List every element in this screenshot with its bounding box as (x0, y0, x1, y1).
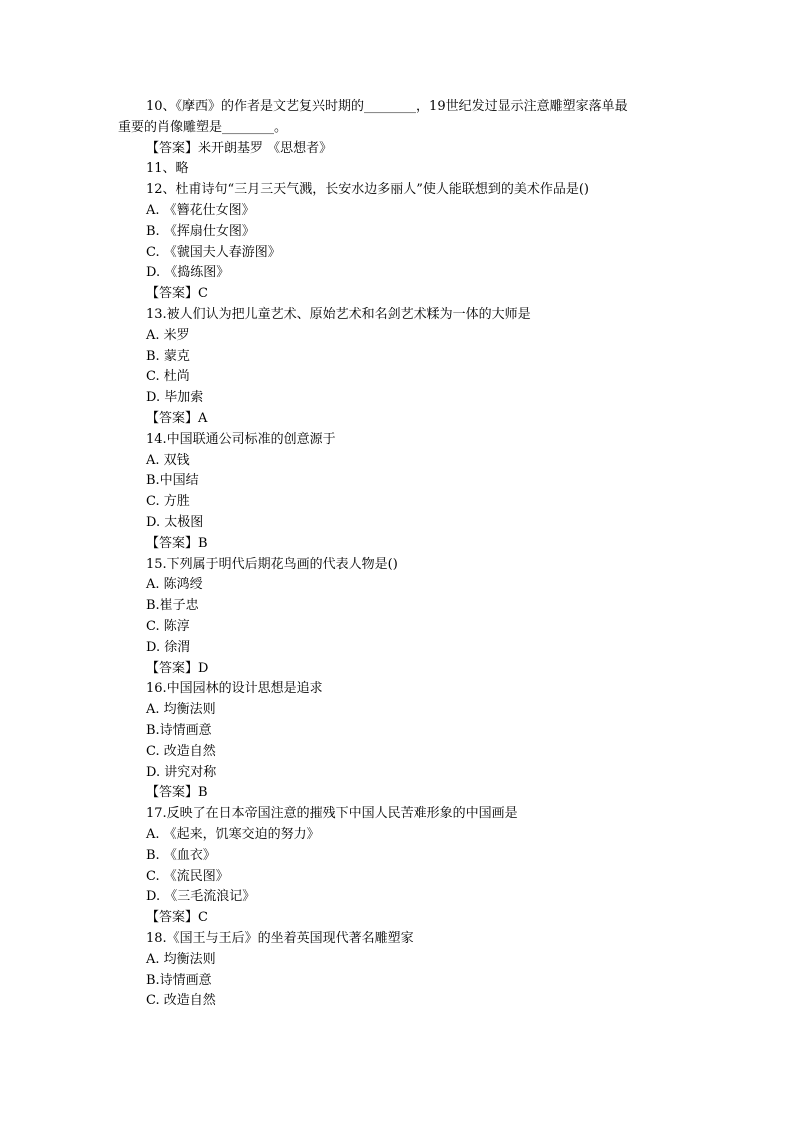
option-17-a: A. 《起来，饥寒交迫的努力》 (146, 827, 320, 842)
option-14-d: D. 太极图 (146, 515, 204, 530)
question-14: 14.中国联通公司标准的创意源于 (146, 432, 336, 447)
question-13: 13.被人们认为把儿童艺术、原始艺术和名剑艺术糅为一体的大师是 (146, 307, 531, 322)
answer-10: 【答案】米开朗基罗 《思想者》 (146, 141, 333, 156)
option-14-c: C. 方胜 (146, 494, 190, 509)
option-17-c: C. 《流民图》 (146, 869, 229, 884)
option-16-d: D. 讲究对称 (146, 765, 217, 780)
answer-12: 【答案】C (146, 286, 208, 301)
option-16-c: C. 改造自然 (146, 744, 216, 759)
option-12-b: B. 《挥扇仕女图》 (146, 224, 255, 239)
answer-16: 【答案】B (146, 785, 208, 800)
option-12-a: A. 《簪花仕女图》 (146, 203, 255, 218)
question-11: 11、略 (146, 161, 189, 176)
option-12-c: C. 《虢国夫人春游图》 (146, 245, 281, 260)
question-17: 17.反映了在日本帝国注意的摧残下中国人民苦难形象的中国画是 (146, 806, 518, 821)
option-14-b: B.中国结 (146, 473, 199, 488)
question-18: 18.《国王与王后》的坐着英国现代著名雕塑家 (146, 931, 414, 946)
option-13-b: B. 蒙克 (146, 349, 190, 364)
question-12: 12、杜甫诗句“三月三天气溅，长安水边多丽人”使人能联想到的美术作品是() (146, 182, 589, 197)
answer-17: 【答案】C (146, 910, 208, 925)
option-13-d: D. 毕加索 (146, 390, 204, 405)
option-16-b: B.诗情画意 (146, 723, 212, 738)
option-16-a: A. 均衡法则 (146, 702, 216, 717)
option-15-d: D. 徐渭 (146, 640, 191, 655)
answer-14: 【答案】B (146, 536, 208, 551)
question-10-line-1: 10、《摩西》的作者是文艺复兴时期的________，19世纪发过显示注意雕塑家落单最 (146, 99, 628, 114)
option-18-c: C. 改造自然 (146, 993, 216, 1008)
option-17-d: D. 《三毛流浪记》 (146, 889, 256, 904)
option-17-b: B. 《血衣》 (146, 848, 216, 863)
answer-15: 【答案】D (146, 661, 209, 676)
option-13-c: C. 杜尚 (146, 369, 190, 384)
option-18-b: B.诗情画意 (146, 973, 212, 988)
option-13-a: A. 米罗 (146, 328, 190, 343)
option-15-a: A. 陈鸿绶 (146, 577, 203, 592)
option-12-d: D. 《捣练图》 (146, 265, 230, 280)
option-18-a: A. 均衡法则 (146, 952, 216, 967)
answer-13: 【答案】A (146, 411, 208, 426)
question-15: 15.下列属于明代后期花鸟画的代表人物是() (146, 557, 398, 572)
question-10-line-2: 重要的肖像雕塑是________。 (118, 120, 288, 135)
option-14-a: A. 双钱 (146, 453, 190, 468)
option-15-c: C. 陈淳 (146, 619, 190, 634)
question-16: 16.中国园林的设计思想是追求 (146, 681, 323, 696)
option-15-b: B.崔子忠 (146, 598, 199, 613)
